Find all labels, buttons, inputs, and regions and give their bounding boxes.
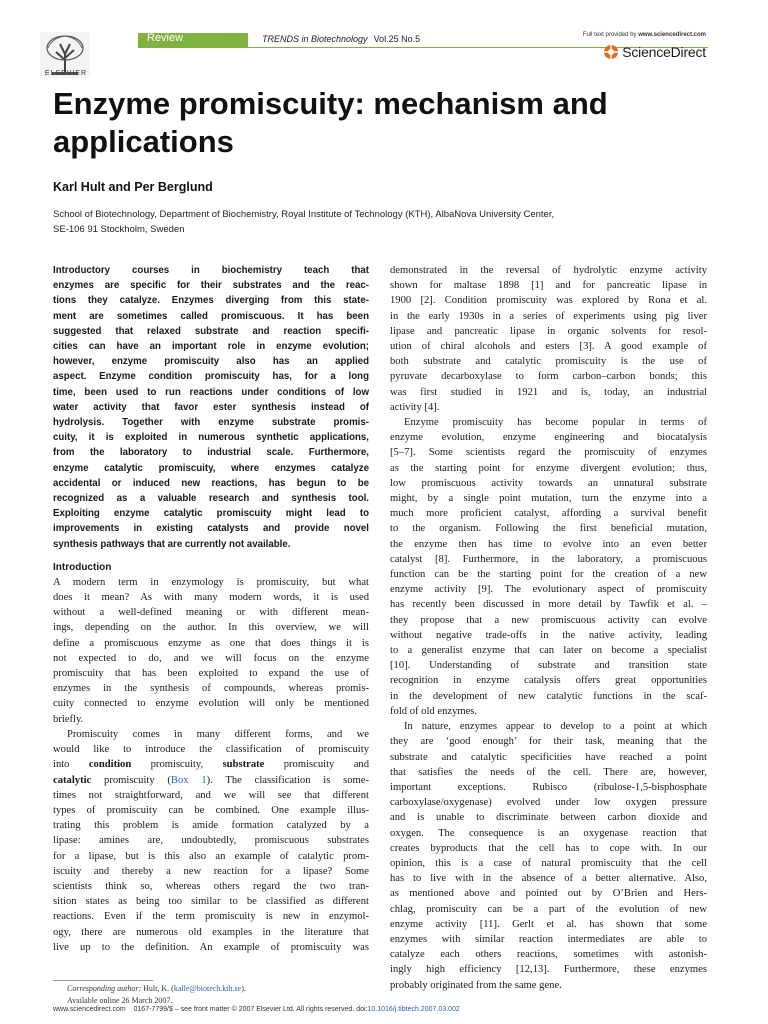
footnote bbox=[67, 983, 246, 1007]
text-line: however, enzyme promiscuity also has an applied bbox=[53, 356, 369, 368]
term-catalytic: catalytic bbox=[53, 774, 92, 786]
text-line: ings, depending on the author. In this overview, we will bbox=[53, 622, 369, 634]
text-line: in the early 1930s in a series of experiments using pig liver bbox=[390, 310, 707, 322]
text-line: activity [4]. bbox=[390, 401, 440, 413]
text-line: lipase and pancreatic lipase in organic solvents for resol- bbox=[390, 325, 707, 337]
text-line: 1900 [2]. Condition promiscuity was explored by Rona et al. bbox=[390, 295, 707, 307]
text-line: creates byproducts that the cell has to cope with. In our bbox=[390, 842, 707, 854]
text-line: ment are sometimes called promiscuous. It has been bbox=[53, 310, 369, 322]
text-line: to the organism. Following the first beneficial mutation, bbox=[390, 523, 707, 535]
term-substrate: substrate bbox=[222, 759, 265, 771]
text-line: tions they catalyze. Enzymes diverging from this state- bbox=[53, 295, 369, 307]
text-line: cuity connected to enzyme evolution will only be mentioned bbox=[53, 698, 369, 710]
text-line: recognition in enzyme catalysis offers great opportunities bbox=[390, 675, 707, 687]
text-line: that satisfies the needs of the cell. There are, however, bbox=[390, 766, 707, 778]
text-line: Enzyme promiscuity has become popular in terms of bbox=[404, 417, 707, 429]
article-title bbox=[53, 85, 733, 161]
text-line: from the laboratory to industrial scale. Furthermore, bbox=[53, 447, 369, 459]
text-line: [5–7]. Some scientists regard the promiscuity of enzymes bbox=[390, 447, 707, 459]
text-line: shown for maltase 1898 [1] and for pancreatic lipase in bbox=[390, 280, 707, 292]
intro-paragraph-2-rest bbox=[53, 788, 369, 955]
text-line: has to live with in the absence of a better alternative. Also, bbox=[390, 873, 707, 885]
text-line: as mentioned above and pointed out by O’Brien and Hers- bbox=[390, 888, 707, 900]
text-line: the enzyme then has time to evolve into an even better bbox=[390, 538, 707, 550]
text-line: ution of chiral alcohols and esters [3]. A good example of bbox=[390, 341, 707, 353]
text-line: function can be the starting point for the creation of a new bbox=[390, 569, 707, 581]
sciencedirect-brand: ScienceDirect bbox=[622, 44, 706, 60]
text-line: cities can have an important role in enzyme evolution; bbox=[53, 341, 369, 353]
text-line: in the development of new catalytic functions in the scaf- bbox=[390, 690, 707, 702]
text-line: water activity that favor ester synthesis instead of bbox=[53, 401, 369, 413]
intro-paragraph-2 bbox=[53, 727, 369, 955]
affiliation-line-2: SE-106 91 Stockholm, Sweden bbox=[53, 224, 185, 235]
text-line: Introductory courses in biochemistry teach that bbox=[53, 265, 369, 276]
journal-volume: Vol.25 No.5 bbox=[373, 34, 421, 44]
text-line: briefly. bbox=[53, 713, 84, 725]
text-line: time, been used to run reactions under conditions of low bbox=[53, 386, 369, 398]
text-line: live up to the definition. An example of promiscuity was bbox=[53, 941, 369, 953]
text-line: hydrolysis. Together with enzyme substrate promis- bbox=[53, 417, 369, 429]
text-run: promiscuity and bbox=[264, 759, 369, 771]
text-line: would like to introduce the classification of promiscuity bbox=[53, 744, 369, 756]
text-line bbox=[53, 773, 369, 788]
available-online: Available online 26 March 2007. bbox=[67, 996, 173, 1005]
text-run: promiscuity, bbox=[131, 759, 223, 771]
text-line: oxygen. The consequence is an oxygenase reaction that bbox=[390, 827, 707, 839]
text-line: might, by a single point mutation, turn the enzyme into a bbox=[390, 493, 707, 505]
left-column bbox=[53, 263, 369, 955]
authors: Karl Hult and Per Berglund bbox=[53, 180, 213, 194]
text-line: they propose that a new promiscuous activity can evolve bbox=[390, 614, 707, 626]
sciencedirect-mark-icon bbox=[603, 44, 619, 60]
text-line: iscuity and thereby a new reaction for a lipase? Some bbox=[53, 865, 369, 877]
text-line: has recently been discussed in more detail by Tawfik et al. – bbox=[390, 599, 707, 611]
right-paragraph-2 bbox=[390, 415, 707, 719]
text-line: define a promiscuous enzyme as one that does things it is bbox=[53, 637, 369, 649]
text-line: enzyme evolution, enzyme engineering and biocatalysis bbox=[390, 432, 707, 444]
text-line: In nature, enzymes appear to develop to a point at which bbox=[404, 721, 707, 733]
title-line-2: applications bbox=[53, 124, 234, 159]
text-line: lipase: amines are, undoubtedly, promiscuous substrates bbox=[53, 835, 369, 847]
text-line: was first studied in 1921 and is, today, an industrial bbox=[390, 386, 707, 398]
corresponding-author bbox=[67, 983, 246, 995]
text-line: A modern term in enzymology is promiscuity, but what bbox=[53, 576, 369, 588]
corr-name: Hult, K. ( bbox=[141, 984, 174, 993]
text-line: reactions. Even if the term promiscuity is new in enzymol- bbox=[53, 911, 369, 923]
text-line: they are ‘good enough’ for their task, meaning that the bbox=[390, 736, 707, 748]
journal-line bbox=[262, 34, 420, 44]
text-line: synthesis pathways that are currently not available. bbox=[53, 538, 291, 550]
text-line: enzyme activity [9]. The evolutionary aspect of promiscuity bbox=[390, 584, 707, 596]
text-line: enzymes with similar reaction intermediates are able to bbox=[390, 933, 707, 945]
text-line: carboxylase/oxygenase) evolved under low oxygen pressure bbox=[390, 797, 707, 809]
text-line: opinion, this is a case of natural promiscuity that the cell bbox=[390, 857, 707, 869]
text-run: promiscuity ( bbox=[91, 774, 171, 786]
term-condition: condition bbox=[88, 759, 132, 771]
text-line: scientists think so, whereas others regard the two tran- bbox=[53, 880, 369, 892]
fulltext-prefix: Full text provided by bbox=[582, 32, 637, 38]
section-tag: Review bbox=[147, 32, 184, 44]
text-line bbox=[53, 757, 369, 772]
text-line: accidental or induced new reactions, has begun to be bbox=[53, 477, 369, 489]
text-line: to a generalist enzyme that can later on become a specialist bbox=[390, 645, 707, 657]
text-line: Promiscuity comes in many different forms, and we bbox=[67, 728, 369, 740]
text-line: [10]. Understanding of substrate and transition state bbox=[390, 660, 707, 672]
corr-label: Corresponding author: bbox=[67, 984, 142, 993]
text-line: ingly high efficiency [12,13]. Furthermore, these enzymes bbox=[390, 964, 707, 976]
text-line: pyruvate decarboxylase to form carbon–carbon bonds; this bbox=[390, 371, 707, 383]
text-line: times not straightforward, and we will see that different bbox=[53, 789, 369, 801]
corr-email-link[interactable]: kalle@biotech.kth.se bbox=[173, 984, 242, 993]
text-line: types of promiscuity can be combined. One example illus- bbox=[53, 804, 369, 816]
right-paragraph-1 bbox=[390, 263, 707, 415]
text-run: ). The classification is some- bbox=[206, 774, 370, 786]
affiliation-line-1: School of Biotechnology, Department of Biochemistry, Royal Institute of Technology (KTH), AlbaNova University Center, bbox=[53, 209, 555, 220]
footer-text: www.sciencedirect.com 0167-7799/$ – see front matter © 2007 Elsevier Ltd. All rights reserved. doi: bbox=[53, 1006, 368, 1013]
text-line: enzyme catalytic promiscuity, where enzymes catalyze bbox=[53, 462, 369, 474]
text-run: into bbox=[53, 759, 89, 771]
text-line: fold of old enzymes. bbox=[390, 705, 478, 717]
text-line: much more proficient catalyst, affording a survival benefit bbox=[390, 508, 707, 520]
box1-link[interactable]: Box 1 bbox=[170, 774, 207, 786]
sciencedirect-logo bbox=[603, 42, 706, 62]
text-line: sition states as being too similar to be classified as different bbox=[53, 896, 369, 908]
affiliation bbox=[53, 207, 693, 237]
text-line: catalyst [8]. Furthermore, in the laboratory, a promiscuous bbox=[390, 553, 707, 565]
doi-link[interactable]: 10.1016/j.tibtech.2007.03.002 bbox=[367, 1006, 460, 1013]
text-line: as the starting point for enzyme divergent evolution; thus, bbox=[390, 462, 707, 474]
intro-paragraph-1 bbox=[53, 575, 369, 727]
introduction-heading: Introduction bbox=[53, 561, 112, 573]
text-line: catalyze each others reactions, sometimes with astonish- bbox=[390, 949, 707, 961]
text-line: Exploiting enzyme catalytic promiscuity might lead to bbox=[53, 508, 369, 520]
publisher-name: ELSEVIER bbox=[44, 70, 88, 77]
text-line: substrate and catalytic specificities have reached a point bbox=[390, 751, 707, 763]
fulltext-provider bbox=[583, 32, 706, 38]
text-line: chlag, promiscuity can be a part of the evolution of new bbox=[390, 903, 707, 915]
text-line: suggested that relaxed substrate and reaction specifi- bbox=[53, 325, 369, 337]
text-line: recognized as a valuable research and synthesis tool. bbox=[53, 493, 369, 505]
text-line: demonstrated in the reversal of hydrolytic enzyme activity bbox=[390, 265, 707, 276]
text-line: probably originated from the same gene. bbox=[390, 979, 562, 991]
text-line: and is unable to discriminate between carbon dioxide and bbox=[390, 812, 707, 824]
fulltext-site-link[interactable]: www.sciencedirect.com bbox=[638, 32, 706, 38]
footnote-rule bbox=[53, 980, 153, 981]
right-paragraph-3 bbox=[390, 719, 707, 993]
abstract bbox=[53, 263, 369, 552]
text-line: enzyme activity [11]. Gerlt et al. has shown that some bbox=[390, 918, 707, 930]
text-line: low promiscuous activity towards an unnatural substrate bbox=[390, 477, 707, 489]
text-line: does it mean? As with many modern words, it is used bbox=[53, 592, 369, 604]
text-line: promiscuity that has been exploited to expand the use of bbox=[53, 668, 369, 680]
text-line: ogy, there are numerous old examples in the literature that bbox=[53, 926, 369, 938]
right-column bbox=[390, 263, 707, 993]
page-footer bbox=[53, 1006, 460, 1013]
corr-end: ). bbox=[241, 984, 246, 993]
text-line: not expected to do, and we will focus on the enzyme bbox=[53, 652, 369, 664]
title-line-1: Enzyme promiscuity: mechanism and bbox=[53, 86, 608, 121]
text-line: without a well-defined meaning or with different mean- bbox=[53, 607, 369, 619]
journal-name: TRENDS in Biotechnology bbox=[262, 34, 368, 44]
text-line: enzymes in the synthesis of compounds, whereas promis- bbox=[53, 683, 369, 695]
text-line: improvements in existing catalysts and provide novel bbox=[53, 523, 369, 535]
text-line: cuity, it is exploited in numerous synthetic applications, bbox=[53, 432, 369, 444]
text-line: enzymes are specific for their substrates and the reac- bbox=[53, 280, 369, 292]
text-line: both substrate and catalytic promiscuity is the use of bbox=[390, 356, 707, 368]
text-line: without negative trade-offs in the native activity, leading bbox=[390, 629, 707, 641]
text-line: aspect. Enzyme condition promiscuity has, for a long bbox=[53, 371, 369, 383]
text-line: important exceptions. Rubisco (ribulose-1,5-bisphosphate bbox=[390, 781, 707, 793]
text-line: for a lipase, but is this also an example of catalytic prom- bbox=[53, 850, 369, 862]
text-line: trating this problem is amide formation catalyzed by a bbox=[53, 820, 369, 832]
